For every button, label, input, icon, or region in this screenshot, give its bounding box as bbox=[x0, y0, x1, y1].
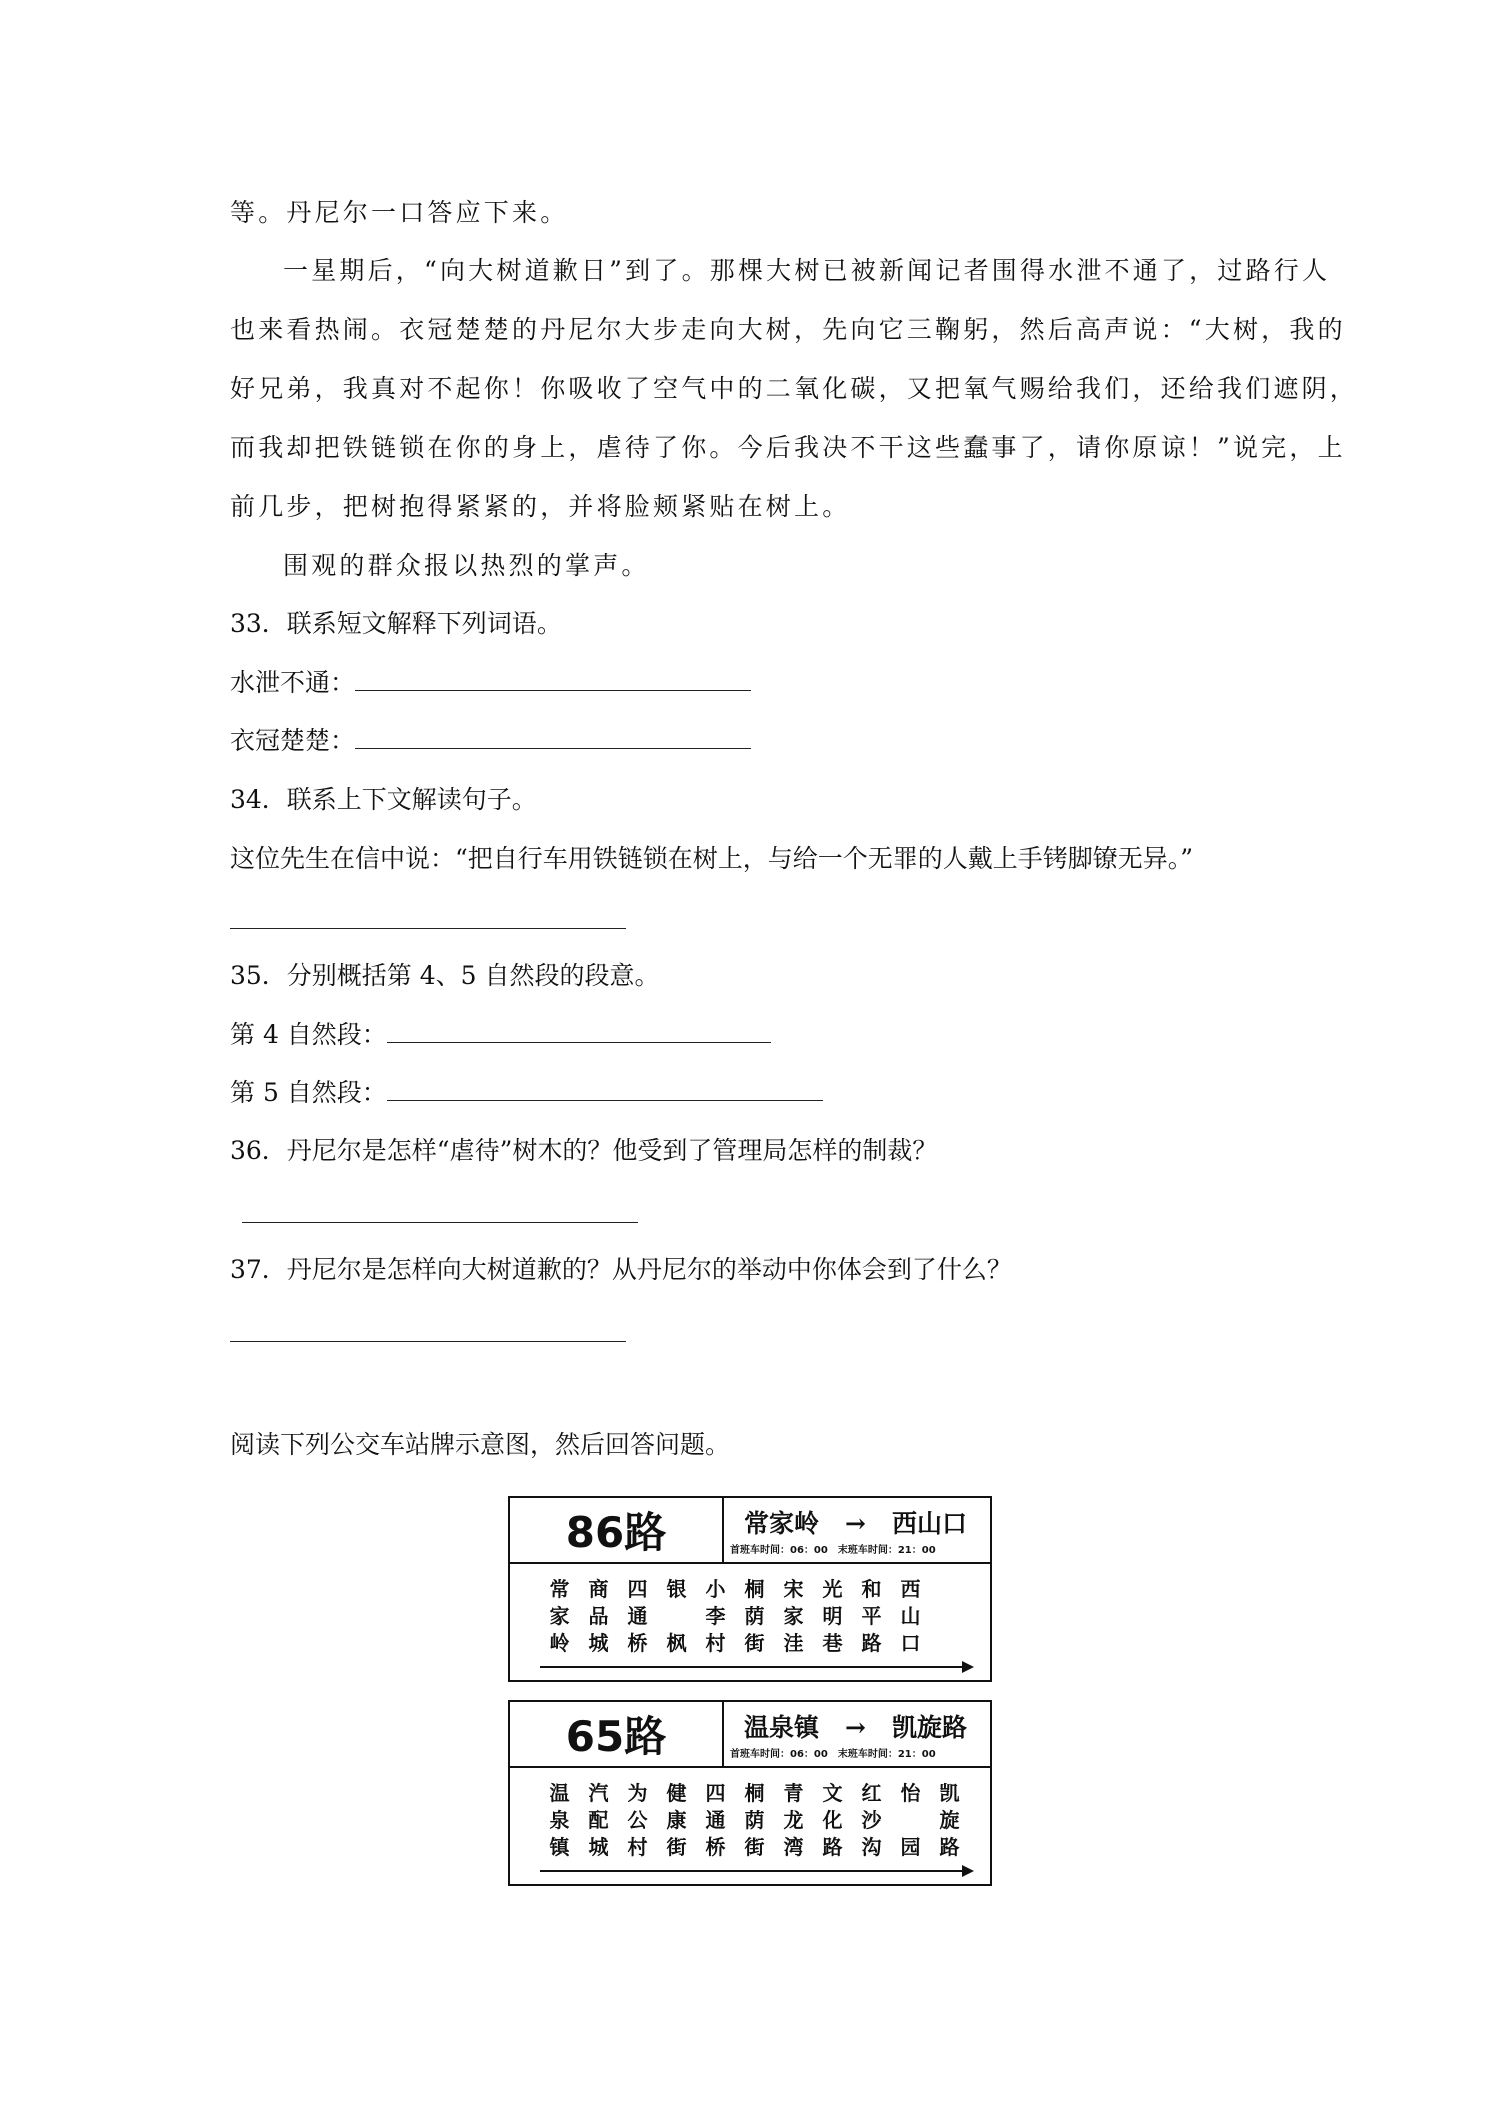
stop-char: 桐 bbox=[744, 1781, 765, 1805]
stop-char: 温 bbox=[549, 1781, 570, 1805]
stop-char: 化 bbox=[822, 1808, 843, 1832]
direction-arrow-icon bbox=[540, 1666, 970, 1668]
stop-char: 配 bbox=[588, 1808, 609, 1832]
stop-char: 凯 bbox=[939, 1781, 960, 1805]
bus-stop bbox=[774, 1576, 813, 1657]
stop-char: 家 bbox=[783, 1604, 804, 1628]
bus-stop bbox=[618, 1576, 657, 1657]
bus-stop bbox=[774, 1780, 813, 1861]
term-label: 水泄不通： bbox=[230, 668, 356, 697]
passage-line-3: 也来看热闹。衣冠楚楚的丹尼尔大步走向大树，先向它三鞠躬，然后高声说：“大树，我的 bbox=[230, 315, 1346, 344]
answer-blank[interactable] bbox=[230, 1341, 626, 1342]
stop-char: 荫 bbox=[744, 1808, 765, 1832]
stop-char: 桥 bbox=[705, 1835, 726, 1859]
stop-char: 平 bbox=[861, 1604, 882, 1628]
stop-char: 城 bbox=[588, 1631, 609, 1655]
term-label: 衣冠楚楚： bbox=[230, 726, 356, 755]
stop-char: 文 bbox=[822, 1781, 843, 1805]
stop-char: 街 bbox=[666, 1835, 687, 1859]
question-33-title: 33．联系短文解释下列词语。 bbox=[230, 609, 562, 638]
bus-stop bbox=[891, 1576, 930, 1657]
stop-char: 汽 bbox=[588, 1781, 609, 1805]
stop-list bbox=[540, 1780, 969, 1861]
stop-char: 光 bbox=[822, 1577, 843, 1601]
stop-char: 村 bbox=[705, 1631, 726, 1655]
stop-char: 沙 bbox=[861, 1808, 882, 1832]
answer-blank[interactable] bbox=[355, 689, 751, 691]
passage-line-6: 前几步，把树抱得紧紧的，并将脸颊紧贴在树上。 bbox=[230, 492, 851, 521]
question-33-term-2 bbox=[230, 728, 751, 753]
stop-char: 旋 bbox=[939, 1808, 960, 1832]
para-label: 第 5 自然段： bbox=[230, 1078, 387, 1107]
stop-char: 桥 bbox=[627, 1631, 648, 1655]
stop-char: 怡 bbox=[900, 1781, 921, 1805]
bus-stop bbox=[618, 1780, 657, 1861]
route-direction bbox=[744, 1504, 967, 1540]
stop-char: 李 bbox=[705, 1604, 726, 1628]
stop-char: 泉 bbox=[549, 1808, 570, 1832]
question-35-para-5 bbox=[230, 1080, 823, 1105]
bus-sign-65 bbox=[508, 1700, 992, 1886]
route-from: 温泉镇 bbox=[744, 1713, 820, 1742]
stop-char: 青 bbox=[783, 1781, 804, 1805]
passage-line-1: 等。丹尼尔一口答应下来。 bbox=[230, 198, 569, 227]
stop-char: 桐 bbox=[744, 1577, 765, 1601]
question-35-para-4 bbox=[230, 1022, 771, 1047]
route-info bbox=[724, 1498, 990, 1562]
stop-char: 龙 bbox=[783, 1808, 804, 1832]
bus-stop bbox=[579, 1780, 618, 1861]
stop-char: 街 bbox=[744, 1631, 765, 1655]
route-arrow: → bbox=[845, 1713, 866, 1742]
bus-stop bbox=[696, 1780, 735, 1861]
stop-char: 为 bbox=[627, 1781, 648, 1805]
stop-char: 园 bbox=[900, 1835, 921, 1859]
stop-char: 明 bbox=[822, 1604, 843, 1628]
question-34-title: 34．联系上下文解读句子。 bbox=[230, 785, 537, 814]
direction-arrow-icon bbox=[540, 1870, 970, 1872]
question-35-title: 35．分别概括第 4、5 自然段的段意。 bbox=[230, 961, 660, 990]
stop-char: 小 bbox=[705, 1577, 726, 1601]
passage-line-7: 围观的群众报以热烈的掌声。 bbox=[283, 551, 650, 580]
stop-list bbox=[540, 1576, 930, 1657]
stop-char: 街 bbox=[744, 1835, 765, 1859]
passage-line-5: 而我却把铁链锁在你的身上，虐待了你。今后我决不干这些蠢事了，请你原谅！”说完，上 bbox=[230, 433, 1346, 462]
stop-char: 品 bbox=[588, 1604, 609, 1628]
answer-blank[interactable] bbox=[230, 928, 626, 929]
stop-char: 荫 bbox=[744, 1604, 765, 1628]
stop-char: 路 bbox=[822, 1835, 843, 1859]
bus-stop bbox=[657, 1576, 696, 1657]
para-label: 第 4 自然段： bbox=[230, 1020, 387, 1049]
service-times: 首班车时间：06：00 末班车时间：21：00 bbox=[730, 1749, 936, 1760]
bus-stop bbox=[891, 1780, 930, 1861]
stop-char: 和 bbox=[861, 1577, 882, 1601]
stop-char: 红 bbox=[861, 1781, 882, 1805]
stop-char: 城 bbox=[588, 1835, 609, 1859]
stop-char: 家 bbox=[549, 1604, 570, 1628]
stop-char: 岭 bbox=[549, 1631, 570, 1655]
service-times: 首班车时间：06：00 末班车时间：21：00 bbox=[730, 1545, 936, 1556]
question-34-sentence: 这位先生在信中说：“把自行车用铁链锁在树上，与给一个无罪的人戴上手铐脚镣无异。” bbox=[230, 844, 1194, 873]
answer-blank[interactable] bbox=[355, 747, 751, 749]
route-from: 常家岭 bbox=[744, 1509, 820, 1538]
bus-sign-86 bbox=[508, 1496, 992, 1682]
question-36-title: 36．丹尼尔是怎样“虐待”树木的？他受到了管理局怎样的制裁？ bbox=[230, 1136, 938, 1165]
reading-intro: 阅读下列公交车站牌示意图，然后回答问题。 bbox=[230, 1430, 731, 1459]
route-number: 65路 bbox=[510, 1702, 724, 1766]
stop-char: 银 bbox=[666, 1577, 687, 1601]
stop-char: 路 bbox=[939, 1835, 960, 1859]
sign-header bbox=[510, 1498, 990, 1564]
route-info bbox=[724, 1702, 990, 1766]
stop-char: 常 bbox=[549, 1577, 570, 1601]
route-to: 西山口 bbox=[891, 1509, 967, 1538]
stop-char: 村 bbox=[627, 1835, 648, 1859]
stop-char: 山 bbox=[900, 1604, 921, 1628]
stop-char: 沟 bbox=[861, 1835, 882, 1859]
stop-char: 宋 bbox=[783, 1577, 804, 1601]
bus-stop bbox=[852, 1780, 891, 1861]
stop-char: 公 bbox=[627, 1808, 648, 1832]
sign-header bbox=[510, 1702, 990, 1768]
stop-char: 口 bbox=[900, 1631, 921, 1655]
bus-stop bbox=[540, 1576, 579, 1657]
passage-line-4: 好兄弟，我真对不起你！你吸收了空气中的二氧化碳，又把氧气赐给我们，还给我们遮阴， bbox=[230, 374, 1359, 403]
answer-blank[interactable] bbox=[387, 1099, 823, 1101]
question-33-term-1 bbox=[230, 670, 751, 695]
bus-stop bbox=[735, 1780, 774, 1861]
bus-stop bbox=[930, 1780, 969, 1861]
stop-char: 康 bbox=[666, 1808, 687, 1832]
bus-stop bbox=[579, 1576, 618, 1657]
bus-stop bbox=[813, 1780, 852, 1861]
stop-char: 商 bbox=[588, 1577, 609, 1601]
stop-char: 四 bbox=[705, 1781, 726, 1805]
stop-char: 镇 bbox=[549, 1835, 570, 1859]
route-to: 凯旋路 bbox=[891, 1713, 967, 1742]
stop-char: 四 bbox=[627, 1577, 648, 1601]
stop-char: 西 bbox=[900, 1577, 921, 1601]
bus-stop bbox=[852, 1576, 891, 1657]
bus-stop bbox=[696, 1576, 735, 1657]
question-37-title: 37．丹尼尔是怎样向大树道歉的？从丹尼尔的举动中你体会到了什么？ bbox=[230, 1255, 1012, 1284]
stop-char: 枫 bbox=[666, 1631, 687, 1655]
bus-stop bbox=[657, 1780, 696, 1861]
route-arrow: → bbox=[845, 1509, 866, 1538]
route-number: 86路 bbox=[510, 1498, 724, 1562]
bus-stop bbox=[813, 1576, 852, 1657]
bus-stop bbox=[540, 1780, 579, 1861]
passage-line-2: 一星期后，“向大树道歉日”到了。那棵大树已被新闻记者围得水泄不通了，过路行人 bbox=[283, 256, 1331, 285]
answer-blank[interactable] bbox=[242, 1222, 638, 1223]
stop-char: 健 bbox=[666, 1781, 687, 1805]
stop-char: 通 bbox=[705, 1808, 726, 1832]
bus-stop bbox=[735, 1576, 774, 1657]
stop-char: 湾 bbox=[783, 1835, 804, 1859]
stop-char: 巷 bbox=[822, 1631, 843, 1655]
route-direction bbox=[744, 1708, 967, 1744]
stop-char: 路 bbox=[861, 1631, 882, 1655]
stop-char: 洼 bbox=[783, 1631, 804, 1655]
stop-char: 通 bbox=[627, 1604, 648, 1628]
answer-blank[interactable] bbox=[387, 1041, 771, 1043]
